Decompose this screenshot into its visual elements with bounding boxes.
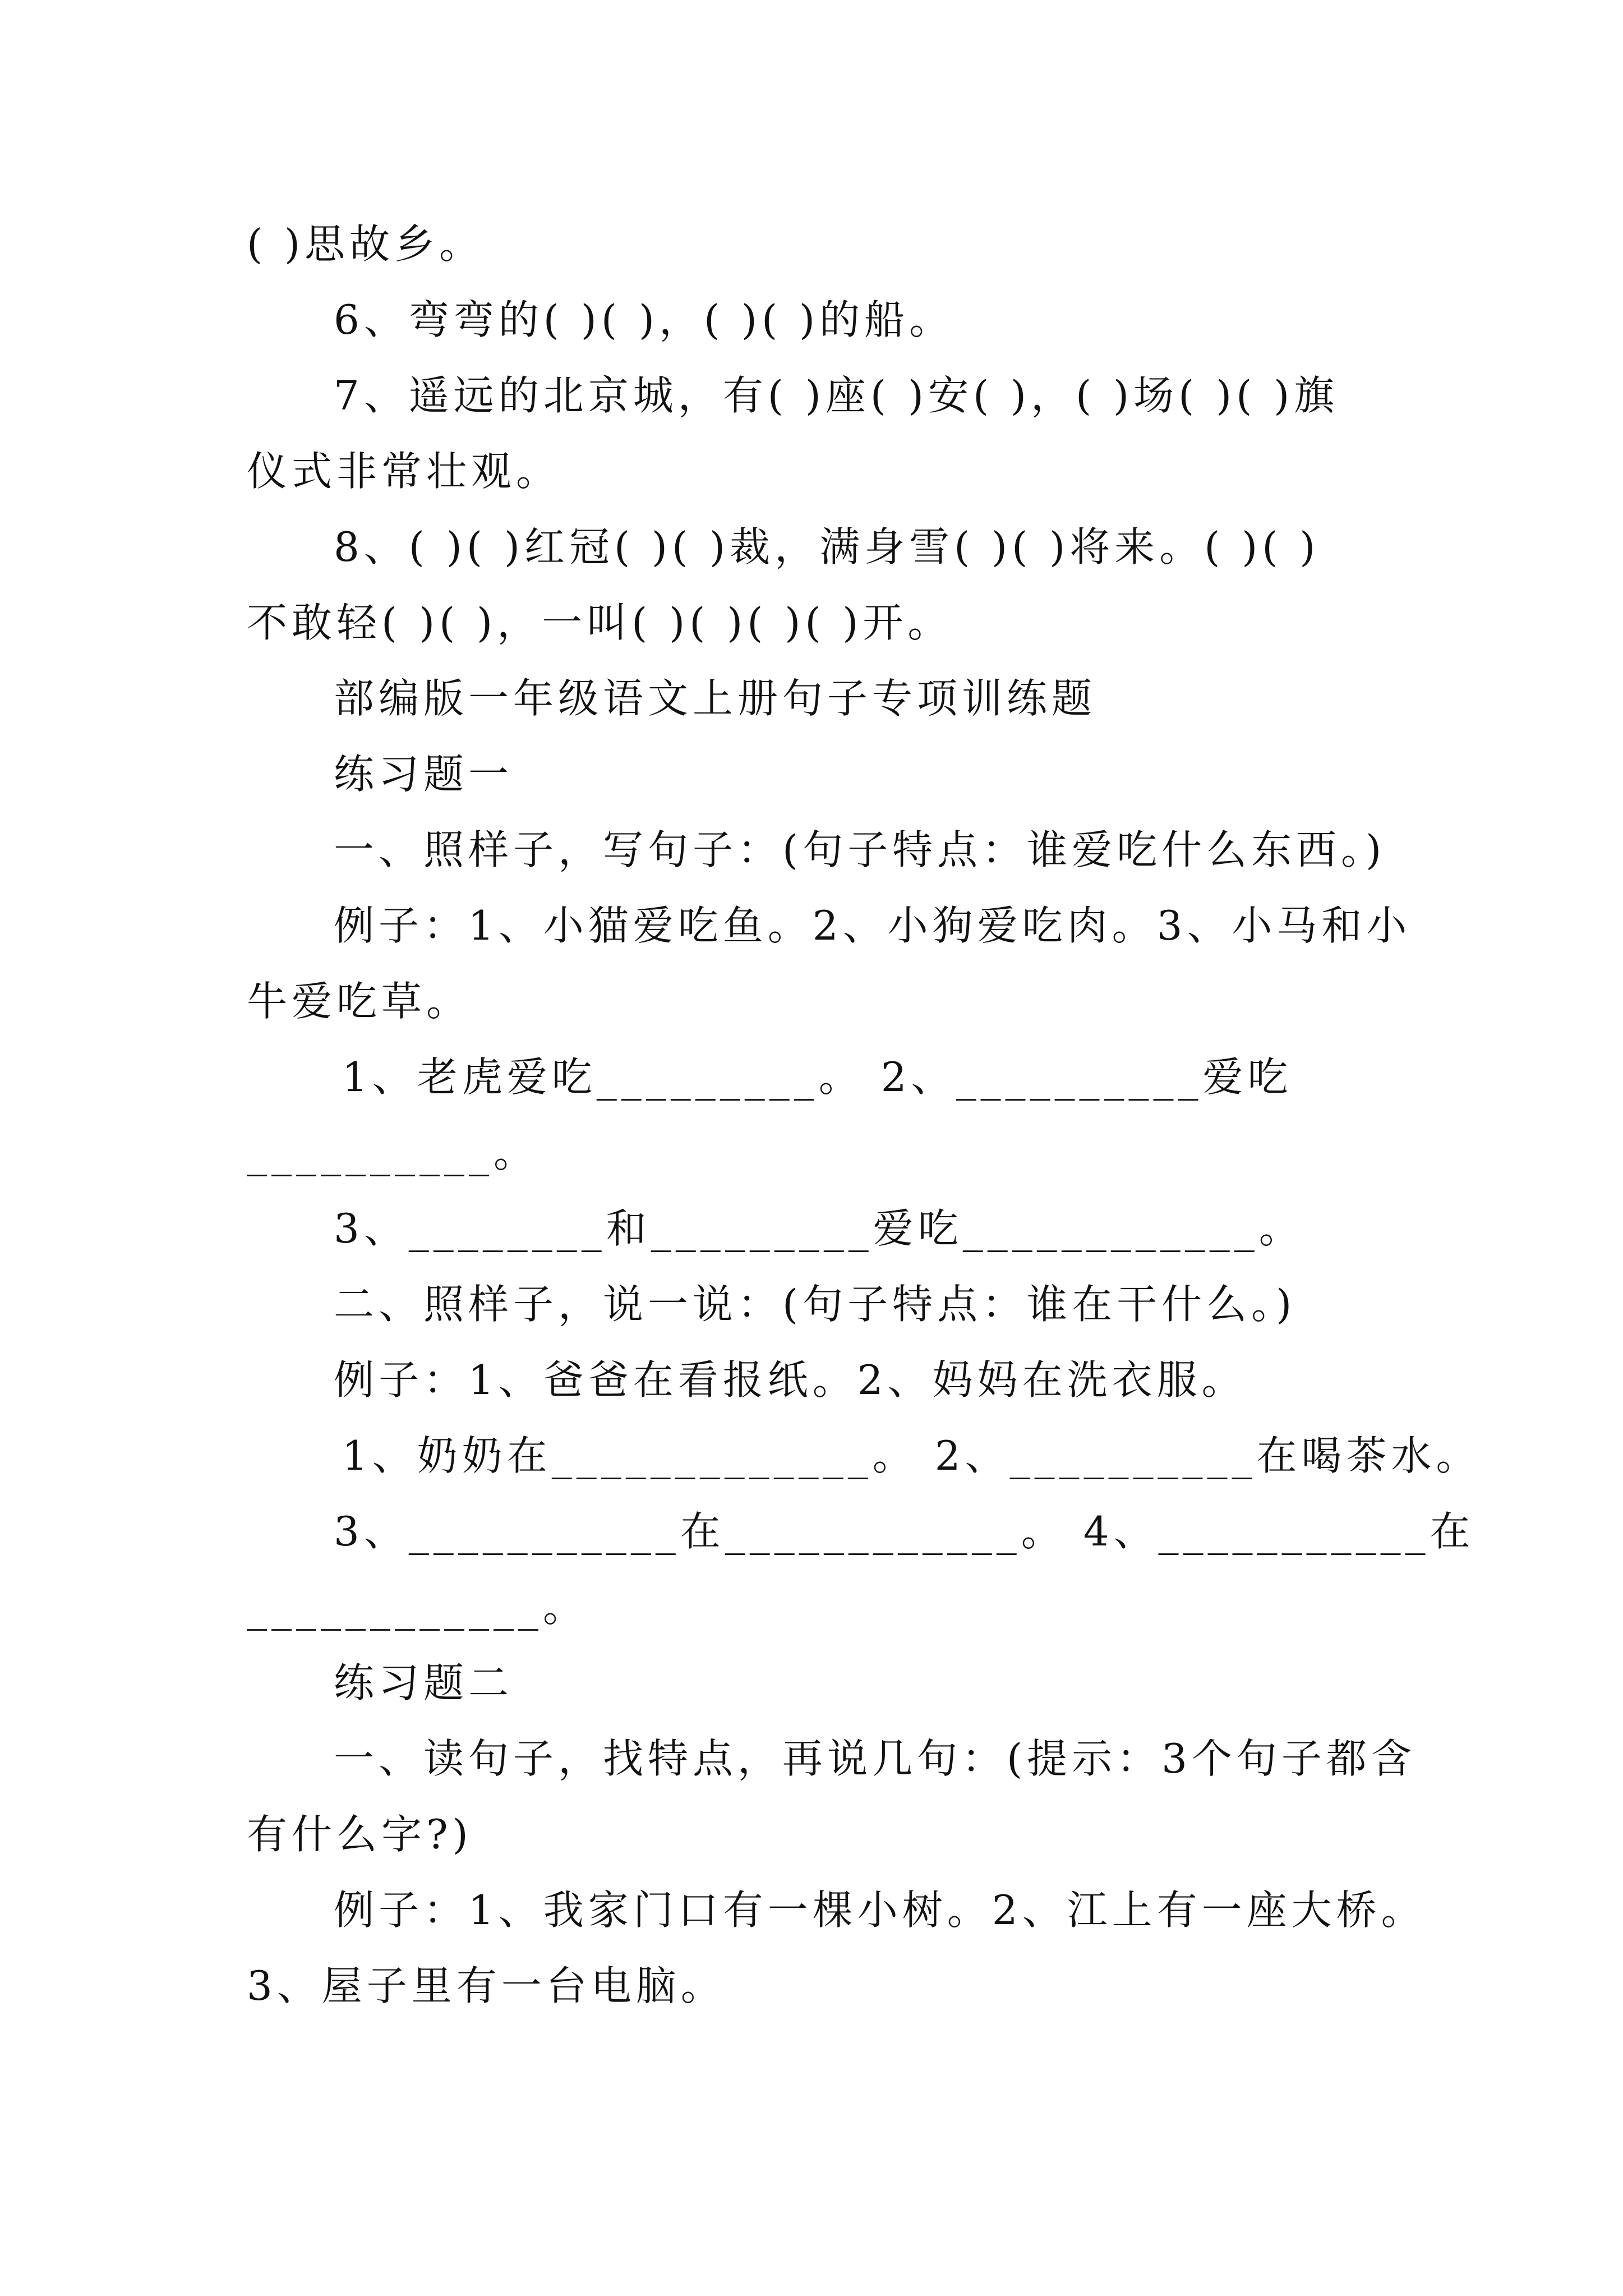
text-line-22: 有什么字?) <box>247 1811 473 1858</box>
exercise-heading-2: 练习题二 <box>334 1659 514 1706</box>
text-line-10: 例子：1、小猫爱吃鱼。2、小狗爱吃肉。3、小马和小 <box>334 902 1412 949</box>
exercise-heading-1: 练习题一 <box>334 751 514 798</box>
text-line-5: 8、( )( )红冠( )( )裁，满身雪( )( )将来。( )( ) <box>334 523 1320 570</box>
section-title: 部编版一年级语文上册句子专项训练题 <box>334 675 1097 722</box>
text-line-19: ____________。 <box>247 1584 588 1631</box>
text-line-15: 二、照样子，说一说：(句子特点：谁在干什么。) <box>334 1281 1297 1328</box>
text-line-18: 3、___________在____________。 4、___________在 <box>334 1508 1475 1555</box>
text-line-14: 3、________和_________爱吃____________。 <box>334 1205 1304 1252</box>
text-line-16: 例子：1、爸爸在看报纸。2、妈妈在洗衣服。 <box>334 1356 1247 1404</box>
text-line-9: 一、照样子，写句子：(句子特点：谁爱吃什么东西。) <box>334 826 1386 873</box>
text-line-24: 3、屋子里有一台电脑。 <box>247 1962 726 2009</box>
text-line-21: 一、读句子，找特点，再说几句：(提示：3个句子都含 <box>334 1735 1416 1782</box>
text-line-11: 牛爱吃草。 <box>247 978 472 1025</box>
text-line-3: 7、遥远的北京城，有( )座( )安( )，( )场( )( )旗 <box>334 372 1339 419</box>
text-line-12: 1、老虎爱吃_________。 2、__________爱吃 <box>342 1053 1293 1101</box>
text-line-13: __________。 <box>247 1129 538 1176</box>
text-line-23: 例子：1、我家门口有一棵小树。2、江上有一座大桥。 <box>334 1887 1426 1934</box>
text-line-2: 6、弯弯的( )( )，( )( )的船。 <box>334 296 955 343</box>
text-line-4: 仪式非常壮观。 <box>247 448 561 495</box>
text-line-6: 不敢轻( )( )，一叫( )( )( )( )开。 <box>247 599 953 646</box>
text-line-1: ( )思故乡。 <box>247 220 485 268</box>
text-line-17: 1、奶奶在_____________。 2、__________在喝茶水。 <box>342 1432 1481 1479</box>
